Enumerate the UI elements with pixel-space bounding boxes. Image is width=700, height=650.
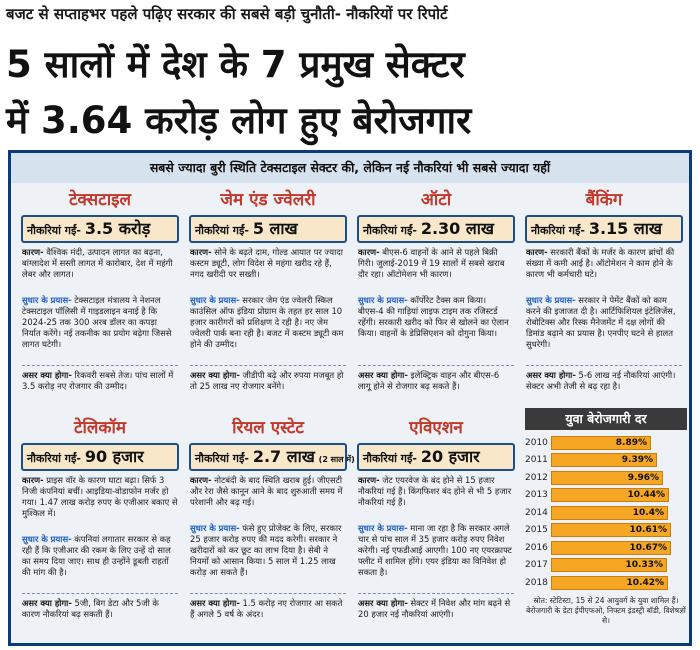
sector-textile bbox=[17, 187, 183, 403]
chart-row bbox=[525, 434, 687, 452]
chart-year-label: 2014 bbox=[525, 507, 548, 518]
top-strapline: बजट से सप्ताहभर पहले पढ़िए सरकार की सबसे बड़ी चुनौती- नौकरियों पर रिपोर्ट bbox=[6, 5, 448, 23]
cause-text bbox=[358, 475, 514, 519]
chart-year-label: 2018 bbox=[525, 577, 548, 588]
divider bbox=[358, 593, 514, 594]
jobs-lost-value: 2.7 लाख bbox=[252, 447, 315, 466]
chart-row bbox=[525, 487, 687, 505]
effort-body: कॉर्पोरेट टैक्स कम किया। बीएस-4 की गाड़ियां लाइफ टाइम तक रजिस्टर्ड रहेंगी। सरकारी खरीद को फिर से खोलने का ऐलान किया। वाहनों के डेप्रिसिएशन को दोगुना किया। bbox=[358, 295, 509, 338]
impact-body: रिकवरी सबसे तेज। पांच सालों में 3.5 करोड़ नए रोजगार की उम्मीद। bbox=[22, 370, 174, 391]
jobs-lost-box bbox=[21, 443, 179, 471]
sector-title: टेलिकॉम bbox=[73, 418, 127, 438]
impact-label: असर क्या होगा- bbox=[22, 370, 72, 380]
jobs-lost-box bbox=[357, 215, 515, 243]
jobs-lost-box bbox=[189, 443, 355, 471]
jobs-lost-box bbox=[189, 215, 347, 243]
chart-title: युवा बेरोजगारी दर bbox=[525, 408, 687, 430]
chart-bars bbox=[525, 434, 687, 592]
chart-bar: 9.39% bbox=[551, 453, 657, 467]
impact-body: 5-6 लाख नई नौकरियां आएंगी। सेक्टर अभी तेजी से बढ़ रहा है। bbox=[526, 370, 676, 391]
effort-text bbox=[358, 523, 514, 589]
cause-label: कारण- bbox=[358, 475, 380, 485]
jobs-lost-label: नौकरियां गईं- bbox=[363, 224, 417, 237]
chart-source: स्रोत: स्टेटिस्टा, 15 से 24 आयुवर्ग के युवा शामिल हैं। बेरोजगारी के डेटा ईपीएफओ, निफ्टम इंडस्ट्री बॉडी, विशेषज्ञों से। bbox=[526, 595, 686, 625]
sector-title: एविएशन bbox=[409, 418, 463, 438]
chart-year-label: 2015 bbox=[525, 525, 548, 536]
jobs-lost-value: 5 लाख bbox=[252, 219, 298, 238]
chart-bar: 10.4% bbox=[551, 506, 668, 520]
cause-body: बीएस-6 वाहनों के आने से पहले बिक्री गिरी। जुलाई-2019 में 19 सालों में सबसे खराब दौर रहा। ऑटोमेशन भी कारण। bbox=[358, 247, 505, 279]
infographic-panel bbox=[8, 150, 692, 646]
chart-row bbox=[525, 504, 687, 522]
divider bbox=[190, 593, 346, 594]
impact-body: 5जी, बिग डेटा और 5जी के कारण नौकरियां बढ़ सकती हैं। bbox=[22, 598, 159, 619]
impact-body: 1.5 करोड़ नए रोजगार आ सकते हैं अगले 5 वर्ष के अंदर। bbox=[190, 598, 343, 619]
cause-label: कारण- bbox=[22, 475, 44, 485]
effort-text bbox=[190, 295, 346, 361]
sector-real-estate bbox=[185, 415, 355, 631]
effort-label: सुधार के प्रयास- bbox=[358, 295, 408, 305]
chart-row bbox=[525, 522, 687, 540]
cause-label: कारण- bbox=[190, 475, 212, 485]
headline-line-1: 5 सालों में देश के 7 प्रमुख सेक्टर bbox=[6, 43, 465, 86]
sector-title: ऑटो bbox=[420, 190, 452, 210]
cause-label: कारण- bbox=[190, 247, 212, 257]
effort-body: सरकार जेम एंड ज्वेलरी स्किल काउंसिल ऑफ इंडिया प्रोग्राम के तहत हर साल 10 हजार कारीगरों को प्रशिक्षण दे रही है। नए जेम ज्वेलरी पार्क बना रही है। बजट में कस्टम ड्यूटी कम होने की उम्मीद। bbox=[190, 295, 344, 349]
chart-year-label: 2012 bbox=[525, 472, 548, 483]
jobs-lost-box bbox=[21, 215, 179, 243]
chart-bar: 10.44% bbox=[551, 488, 669, 502]
sector-banking bbox=[521, 187, 687, 403]
chart-row bbox=[525, 452, 687, 470]
chart-year-label: 2011 bbox=[525, 455, 548, 466]
headline-line-2: में 3.64 करोड़ लोग हुए बेरोजगार bbox=[6, 99, 472, 142]
cause-text bbox=[526, 247, 682, 291]
effort-label: सुधार के प्रयास- bbox=[22, 534, 72, 544]
sector-auto bbox=[353, 187, 519, 403]
impact-text bbox=[526, 370, 682, 403]
effort-text bbox=[526, 295, 682, 361]
effort-label: सुधार के प्रयास- bbox=[358, 523, 408, 533]
sector-title: जेम एंड ज्वेलरी bbox=[220, 190, 316, 210]
chart-row bbox=[525, 469, 687, 487]
jobs-lost-label: नौकरियां गईं- bbox=[27, 452, 81, 465]
impact-label: असर क्या होगा- bbox=[190, 598, 240, 608]
cause-text bbox=[190, 247, 346, 291]
cause-text bbox=[22, 475, 178, 530]
cause-body: सोने के बढ़ते दाम, गोल्ड आयात पर ज्यादा कस्टम ड्यूटी, लोग विदेश से महंगा खरीद रहे हैं, नगद खरीदी पर सख्ती। bbox=[190, 247, 343, 279]
impact-body: जीडीपी बढ़े और रुपया मजबूत हो तो 25 लाख नए रोजगार बनेंगे। bbox=[190, 370, 344, 391]
sub-headline: सबसे ज्यादा बुरी स्थिति टेक्सटाइल सेक्टर की, लेकिन नई नौकरियां भी सबसे ज्यादा यहीं bbox=[11, 153, 689, 183]
youth-unemployment-chart bbox=[525, 408, 687, 640]
effort-label: सुधार के प्रयास- bbox=[22, 295, 72, 305]
cause-label: कारण- bbox=[358, 247, 380, 257]
cause-body: नोटबंदी के बाद स्थिति खराब हुई। जीएसटी और रेरा जैसे कानून आने के बाद शुरुआती समय में परेशानी और बढ़ गई। bbox=[190, 475, 343, 507]
divider bbox=[190, 365, 346, 366]
effort-text bbox=[358, 295, 514, 361]
cause-body: प्राइस वॉर के कारण घाटा बढ़ा। सिर्फ 3 निजी कंपनियां बचीं। आइडिया-वोडाफोन मर्जर हो गया। 1.47 लाख करोड़ रुपए के एजीआर बकाए से मुश्किल में। bbox=[22, 475, 178, 518]
sector-title: टेक्सटाइल bbox=[68, 190, 132, 210]
chart-bar: 9.96% bbox=[551, 471, 663, 485]
sector-title: बैंकिंग bbox=[585, 190, 623, 210]
cause-label: कारण- bbox=[526, 247, 548, 257]
impact-text bbox=[358, 598, 514, 631]
chart-row bbox=[525, 557, 687, 575]
sector-title: रियल एस्टेट bbox=[232, 418, 304, 438]
chart-bar: 8.89% bbox=[551, 436, 651, 450]
divider bbox=[358, 365, 514, 366]
jobs-lost-value: 2.30 लाख bbox=[420, 219, 494, 238]
impact-body: इलेक्ट्रिक वाहन और बीएस-6 लागू होने से रोजगार बढ़ सकते हैं। bbox=[358, 370, 500, 391]
jobs-lost-value: 90 हजार bbox=[84, 447, 144, 466]
cause-body: सरकारी बैंकों के मर्जर के कारण ब्रांचों की संख्या में कमी आई है। ऑटोमेशन ने काम होने के कारण भी कर्मचारी घटे। bbox=[526, 247, 675, 279]
jobs-lost-value: 3.15 लाख bbox=[588, 219, 662, 238]
jobs-lost-label: नौकरियां गईं- bbox=[27, 224, 81, 237]
jobs-lost-value: 20 हजार bbox=[420, 447, 480, 466]
chart-row bbox=[525, 539, 687, 557]
impact-text bbox=[358, 370, 514, 403]
cause-body: जेट एयरवेज के बंद होने से 15 हजार नौकरियां गई हैं। किंगफिशर बंद होने से भी 5 हजार नौकरियां गई हैं। bbox=[358, 475, 512, 507]
effort-body: टेक्सटाइल मंत्रालय ने नेशनल टेक्सटाइल पॉलिसी में गाइडलाइन बनाई है कि 2024-25 तक 300 अरब डॉलर का कपड़ा निर्यात करेंगे। नई तकनीक का प्रयोग बढ़ेगा जिससे लागत घटेगी। bbox=[22, 295, 172, 349]
effort-body: कंपनियां लगातार सरकार से कह रही हैं कि एजीआर की रकम के लिए उन्हें दो साल का समय दिया जाए। साथ ही उन्होंने डूबती राहतों की मांग की है। bbox=[22, 534, 171, 577]
effort-label: सुधार के प्रयास- bbox=[526, 295, 576, 305]
cause-text bbox=[358, 247, 514, 291]
cause-label: कारण- bbox=[22, 247, 44, 257]
impact-text bbox=[22, 370, 178, 403]
chart-bar: 10.42% bbox=[551, 576, 668, 590]
cause-text bbox=[190, 475, 346, 519]
chart-bar: 10.33% bbox=[551, 558, 667, 572]
jobs-lost-label: नौकरियां गईं- bbox=[195, 452, 249, 465]
effort-body: सरकार ने पेमेंट बैंकों को काम करने की इजाजत दी है। आर्टिफिशियल इंटेलिजेंस, रोबोटिक्स और रिस्क मैनेजमेंट में दक्ष लोगों की डिमांड बढ़ाने का प्रयास है। एनपीए घटने से हालत सुधरेगी। bbox=[526, 295, 676, 349]
impact-text bbox=[190, 598, 346, 631]
impact-label: असर क्या होगा- bbox=[190, 370, 240, 380]
effort-body: माना जा रहा है कि सरकार अगले चार से पांच साल में 35 हजार करोड़ रुपए निवेश करेगी। नई एफडीआई आएगी। 100 नए एयरक्राफ्ट फ्लीट में शामिल होंगे। एयर इंडिया का विनिवेश हो सकता है। bbox=[358, 523, 512, 577]
effort-body: फंसे हुए प्रोजेक्ट के लिए, सरकार 25 हजार करोड़ रुपए की मदद करेगी। सरकार ने खरीदारों को कर छूट का लाभ दिया है। सेबी ने नियमों को आसान किया। 5 साल में 1.25 लाख करोड़ आ सकते हैं। bbox=[190, 523, 342, 577]
sector-aviation bbox=[353, 415, 519, 631]
impact-text bbox=[190, 370, 346, 403]
impact-label: असर क्या होगा- bbox=[358, 370, 408, 380]
effort-text bbox=[22, 295, 178, 361]
jobs-lost-value: 3.5 करोड़ bbox=[84, 219, 151, 238]
sector-gems-jewellery bbox=[185, 187, 351, 403]
impact-label: असर क्या होगा- bbox=[358, 598, 408, 608]
chart-year-label: 2017 bbox=[525, 560, 548, 571]
effort-text bbox=[22, 534, 178, 589]
chart-year-label: 2013 bbox=[525, 490, 548, 501]
effort-text bbox=[190, 523, 346, 589]
jobs-lost-label: नौकरियां गईं- bbox=[363, 452, 417, 465]
jobs-lost-box bbox=[357, 443, 515, 471]
sector-telecom bbox=[17, 415, 183, 631]
jobs-lost-label: नौकरियां गईं- bbox=[195, 224, 249, 237]
chart-year-label: 2016 bbox=[525, 542, 548, 553]
effort-label: सुधार के प्रयास- bbox=[190, 523, 240, 533]
divider bbox=[526, 365, 682, 366]
impact-label: असर क्या होगा- bbox=[526, 370, 576, 380]
impact-body: सेक्टर में निवेश और मांग बढ़ने से 20 हजार नई नौकरियां आएंगी। bbox=[358, 598, 511, 619]
chart-year-label: 2010 bbox=[525, 437, 548, 448]
effort-label: सुधार के प्रयास- bbox=[190, 295, 240, 305]
impact-text bbox=[22, 598, 178, 631]
jobs-lost-box bbox=[525, 215, 683, 243]
divider bbox=[22, 365, 178, 366]
divider bbox=[22, 593, 178, 594]
impact-label: असर क्या होगा- bbox=[22, 598, 72, 608]
chart-bar: 10.61% bbox=[551, 523, 671, 537]
chart-bar: 10.67% bbox=[551, 541, 671, 555]
chart-row bbox=[525, 574, 687, 592]
jobs-lost-label: नौकरियां गईं- bbox=[531, 224, 585, 237]
jobs-lost-note: (2 साल में) bbox=[318, 455, 355, 464]
cause-text bbox=[22, 247, 178, 291]
cause-body: वैश्विक मंदी, उत्पादन लागत का बढ़ना, बांग्लादेश में सस्ती लागत में कारोबार, देश में महंगी लेबर और लागत। bbox=[22, 247, 173, 279]
